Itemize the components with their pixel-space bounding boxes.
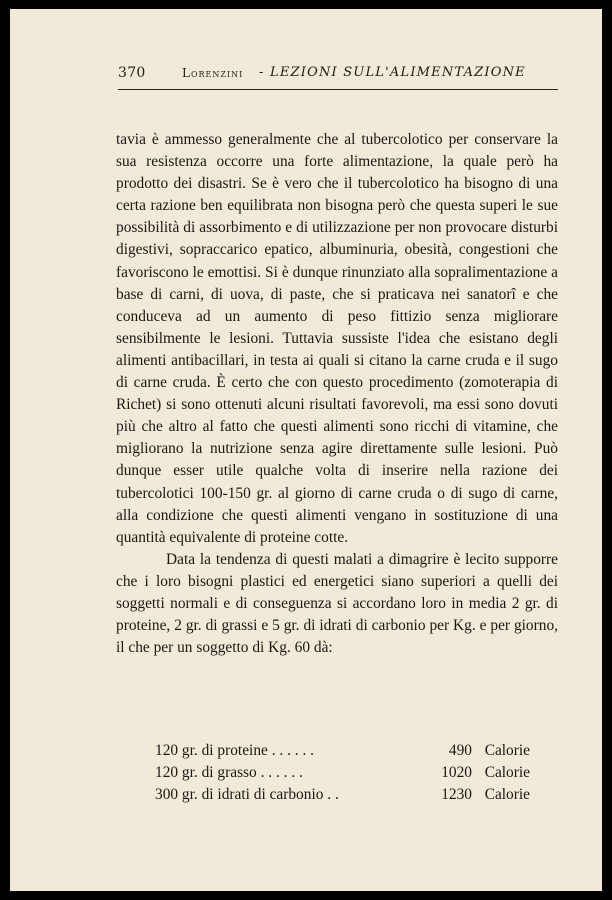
- row-unit: Calorie: [484, 742, 530, 759]
- running-header: [118, 63, 558, 90]
- paragraph-2: Data la tendenza di questi malati a dimagrire è lecito supporre che i loro bisogni plastici ed energetici siano superiori a quelli dei soggetti normali e di conseguenza si accordano loro in media 2 gr. di proteine, 2 gr. di grassi e 5 gr. di idrati di carbonio per Kg. e per giorno, il che per un soggetto di Kg. 60 dà:: [116, 550, 558, 657]
- row-item: 120 gr. di proteine . . . . . .: [155, 742, 315, 759]
- row-value: 1230: [441, 786, 472, 803]
- row-item: 300 gr. di idrati di carbonio . .: [155, 786, 339, 803]
- table-row: [155, 786, 530, 808]
- paragraph-1: tavia è ammesso generalmente che al tubercolotico per conservare la sua resistenza occorre una forte alimentazione, la quale però ha prodotto dei disastri. Se è vero che il tubercolotico ha bisogno di una certa razione ben equilibrata non bisogna però che questa superi le sue possibilità di assorbimento e di utilizzazione per non provocare disturbi digestivi, sopraccarico epatico, albuminuria, obesità, congestioni che favoriscono le emottisi. Si è dunque rinunziato alla sopralimentazione a base di carni, di uova, di paste, che si praticava nei sanatorî e che conduceva ad un aumento di peso fittizio senza migliorare sensibilmente le lesioni. Tuttavia sussiste l'idea che esistano degli alimenti antibacillari, in testa ai quali si citano la carne cruda e il sugo di carne cruda. È certo che con questo procedimento (zomoterapia di Richet) si sono ottenuti alcuni risultati favorevoli, ma essi sono dovuti più che altro al fatto che questi alimenti sono ricchi di vitamine, che migliorano la nutrizione senza agire direttamente sulle lesioni. Può dunque esser utile qualche volta di inserire nella razione dei tubercolotici 100-150 gr. al giorno di carne cruda o di sugo di carne, alla condizione che questi alimenti vengano in sostituzione di una quantità equivalente di proteine cotte.: [116, 131, 558, 546]
- row-value: 1020: [441, 764, 472, 781]
- book-page: [10, 9, 602, 891]
- row-item: 120 gr. di grasso . . . . . .: [155, 764, 303, 781]
- author-name: Lorenzini: [182, 66, 244, 80]
- row-unit: Calorie: [484, 786, 530, 803]
- row-value: 490: [448, 742, 472, 759]
- header-separator: -: [259, 65, 264, 80]
- running-title: LEZIONI SULL'ALIMENTAZIONE: [270, 65, 526, 80]
- body-text: [116, 129, 558, 659]
- table-row: [155, 764, 530, 786]
- table-row: [155, 742, 530, 764]
- ration-table: [155, 742, 530, 808]
- page-number: 370: [118, 65, 146, 81]
- row-unit: Calorie: [484, 764, 530, 781]
